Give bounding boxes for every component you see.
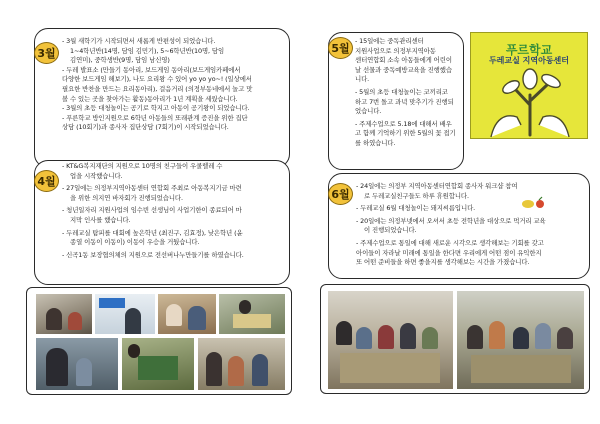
- april-line: 업을 시작했습니다.: [70, 171, 123, 180]
- kids-photo: [198, 338, 285, 390]
- march-line: 다양한 보드게임 해보기), 나도 요리왕 수 있어 yo yo yo~! (일상에서: [62, 75, 252, 84]
- may-line: 센터연합회 소속 아동들에게 어린이: [355, 56, 452, 65]
- group-photo-right: [457, 291, 584, 389]
- march-line: - 두레 발표소 (만들기 동아리, 보드게임 동아리(보드게임카페에서: [62, 65, 241, 74]
- may-badge: 5월: [328, 37, 353, 59]
- may-line: 날 선물과 중독예방교육을 진행했습: [355, 65, 452, 74]
- logo-top-text: 푸르학교: [505, 43, 553, 57]
- march-line: 1~4학년반(14명, 담임 김민기), 5~6학년반(10명, 담임: [70, 46, 225, 55]
- june-line: - 24일에는 의정부 지역아동센터연합회 종사자 워크샵 참여: [356, 182, 518, 190]
- may-line: 지원사업으로 의정부지역아동: [355, 46, 436, 55]
- march-line: - 푸른학교 방인지원으로 6학년 아동들의 또래관계 증진을 위한 집단: [62, 113, 248, 122]
- june-line: 또 어떤 준비들을 하면 좋을지를 생각해보는 시간을 가졌습니다.: [356, 258, 530, 267]
- kids-photo: [36, 338, 118, 390]
- june-body: [356, 182, 588, 268]
- june-line: - 20일에는 의정부넷에서 오셔서 초등 전학년을 대상으로 먹거리 교육: [356, 216, 546, 225]
- april-badge: 4월: [34, 170, 59, 192]
- board-game-photo: [219, 294, 285, 334]
- april-line: - 27일에는 의정부지역아동센터 연합회 주최로 아동복지기금 마련: [62, 184, 242, 193]
- april-line: - 청년일자리 지원사업의 임수빈 선생님이 사업기한이 종료되어 마: [62, 206, 242, 215]
- march-line: - 3월의 초등 대청놀이는 공기로 학지고 아동이 공기왕이 되었습니다.: [62, 104, 250, 113]
- june-line: 이 진행되었습니다.: [364, 226, 417, 235]
- june-line: 로 두레교실친구들도 하루 휴원합니다.: [364, 191, 469, 200]
- june-line: - 주제수업으로 통일에 대해 새로운 시각으로 생각해보는 기회를 갖고: [356, 238, 544, 247]
- may-line: - 15일에는 중독관리센터: [355, 37, 424, 45]
- vr-photo: [95, 294, 155, 334]
- center-logo: [470, 32, 588, 139]
- may-line: - 주제수업으로 5.18에 대해서 배우: [355, 119, 452, 128]
- may-line: 를 하였습니다.: [355, 138, 396, 147]
- march-badge: 3월: [34, 42, 59, 64]
- june-line: 아이들이 자라날 미래에 통일을 한다면 우리에게 어떤 점이 유익한지: [356, 248, 542, 257]
- march-line: 필요한 반찬을 만드는 요리동아리), 걸음거리 (의정부동네에서 놀고 맛: [62, 84, 253, 93]
- march-body: [62, 37, 286, 133]
- april-line: - 신곡1동 보장협의체의 지원으로 전선버나누만들기를 하였습니다.: [62, 250, 244, 259]
- classroom-photo: [36, 294, 92, 334]
- tree-hands-icon: [471, 33, 589, 140]
- right-page: [300, 0, 600, 424]
- may-line: - 5월의 초등 대청놀이는 코끼리코: [355, 87, 448, 96]
- april-line: - KT&G복지재단의 지원으로 10명의 친구들이 우쿨렐레 수: [62, 162, 223, 170]
- june-badge: 6월: [328, 183, 353, 205]
- may-line: 하고 7번 돌고 과녁 맞추기가 진행되: [355, 97, 454, 106]
- march-line: 상담 (10회기)과 종사자 집단상담 (7회기)이 시작되었습니다.: [62, 123, 229, 132]
- may-line: 었습니다.: [355, 107, 382, 116]
- june-line: - 두레교실 6월 대청놀이는 돼지씨름입니다.: [356, 204, 476, 213]
- april-line: 을 위한 의지연 바자회가 진행되었습니다.: [70, 193, 183, 202]
- may-body: [355, 37, 463, 149]
- group-photo-left: [328, 291, 453, 389]
- fruit-clipart-icon: [520, 196, 550, 210]
- april-line: 종열 이동이 이동이) 이동이 우승을 거뒀습니다.: [70, 238, 200, 247]
- may-line: 니다.: [355, 75, 370, 84]
- march-line: 김연미), 중학생반(9명, 담임 남신영): [70, 56, 170, 65]
- logo-bottom-text: 두레교실 지역아동센터: [488, 56, 570, 65]
- may-line: 고 함께 기억하기 위한 5월의 꽃 접기: [355, 129, 456, 138]
- march-line: 볼 수 있는 곳을 찾아가는 활동)동아리가 1년 계획을 세웠습니다.: [62, 94, 238, 103]
- march-line: - 3월 새학기가 시작되면서 새롭게 반편성이 되었습니다.: [62, 37, 216, 45]
- april-line: 지막 인사를 했습니다.: [70, 215, 131, 224]
- kids-photo: [122, 338, 194, 390]
- april-body: [62, 162, 286, 260]
- april-line: - 두레교실 탐피를 대회에 높은학년 (최진구, 김효정), 낮은학년 (윤: [62, 228, 243, 237]
- cooking-photo: [158, 294, 216, 334]
